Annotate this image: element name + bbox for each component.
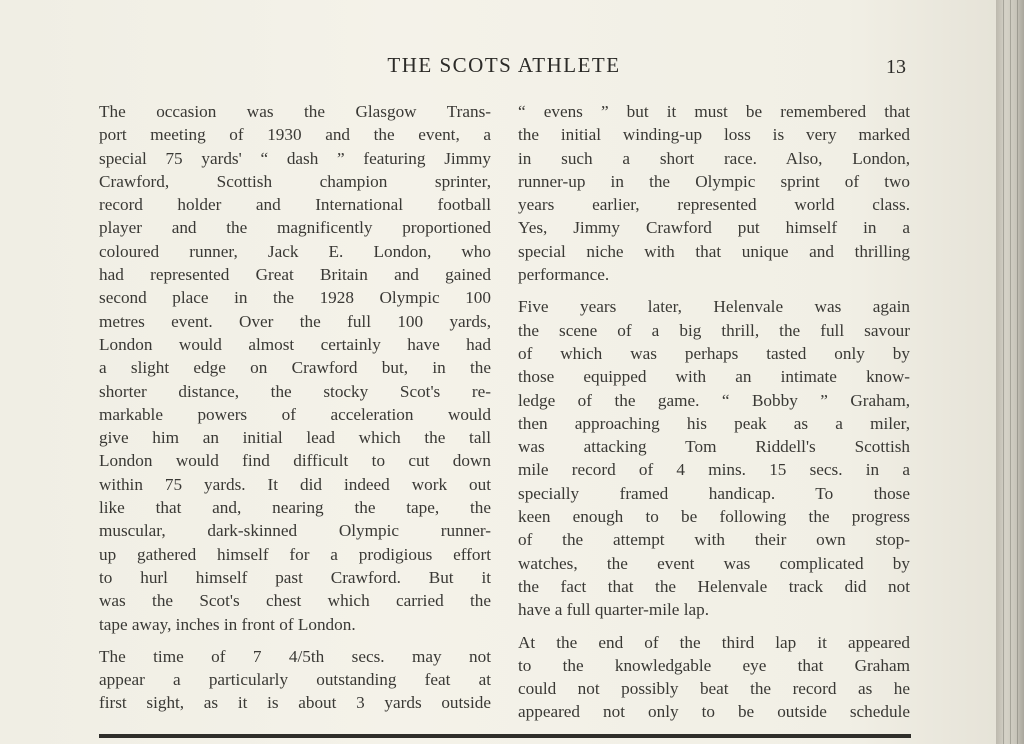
text-line: runner-up in the Olympic sprint of two: [518, 171, 910, 191]
text-line: had represented Great Britain and gained: [99, 265, 491, 285]
text-line: watches, the event was complicated by: [518, 553, 910, 573]
text-line: tape away, inches in front of London.: [99, 614, 356, 634]
paragraph-gap: [99, 636, 491, 645]
text-line: London would find difficult to cut down: [99, 451, 491, 471]
text-line: The occasion was the Glasgow Trans-: [99, 102, 491, 121]
text-line: could not possibly beat the record as he: [518, 679, 910, 699]
text-line: second place in the 1928 Olympic 100: [99, 288, 491, 308]
text-line: record holder and International football: [99, 195, 491, 215]
text-line: appeared not only to be outside schedule: [518, 702, 910, 722]
page-number: 13: [886, 56, 906, 78]
text-line: was attacking Tom Riddell's Scottish: [518, 437, 910, 457]
page-edge: [996, 0, 1024, 744]
text-line: Five years later, Helenvale was again: [518, 297, 910, 317]
text-line: give him an initial lead which the tall: [99, 428, 491, 448]
text-line: “ evens ” but it must be remembered that: [518, 102, 910, 121]
bottom-rule: [99, 734, 911, 738]
text-line: specially framed handicap. To those: [518, 483, 910, 503]
text-line: shorter distance, the stocky Scot's re-: [99, 381, 491, 401]
text-line: mile record of 4 mins. 15 secs. in a: [518, 460, 910, 480]
text-line: have a full quarter-mile lap.: [518, 600, 710, 620]
paragraph: [518, 631, 910, 724]
text-line: markable powers of acceleration would: [99, 404, 491, 424]
text-line: to hurl himself past Crawford. But it: [99, 567, 491, 587]
text-line: Crawford, Scottish champion sprinter,: [99, 171, 491, 191]
text-line: up gathered himself for a prodigious effort: [99, 544, 491, 564]
text-line: the scene of a big thrill, the full savour: [518, 320, 910, 340]
text-line: a slight edge on Crawford but, in the: [99, 358, 491, 378]
text-line: the fact that the Helenvale track did not: [518, 576, 910, 596]
text-line: first sight, as it is about 3 yards outside: [99, 693, 491, 713]
text-line: those equipped with an intimate know-: [518, 367, 910, 387]
text-line: of the attempt with their own stop-: [518, 530, 910, 550]
paragraph: [518, 100, 910, 286]
text-line: At the end of the third lap it appeared: [518, 632, 910, 652]
text-line: like that and, nearing the tape, the: [99, 498, 491, 518]
text-line: ledge of the game. “ Bobby ” Graham,: [518, 390, 910, 410]
text-line: to the knowledgable eye that Graham: [518, 655, 910, 675]
text-line: of which was perhaps tasted only by: [518, 343, 910, 363]
text-line: keen enough to be following the progress: [518, 507, 910, 527]
paragraph: [99, 645, 491, 715]
text-line: within 75 yards. It did indeed work out: [99, 474, 491, 494]
right-column: [518, 100, 910, 724]
text-line: muscular, dark-skinned Olympic runner-: [99, 521, 491, 541]
text-line: the initial winding-up loss is very marked: [518, 125, 910, 145]
text-line: port meeting of 1930 and the event, a: [99, 125, 491, 145]
text-line: in such a short race. Also, London,: [518, 148, 910, 168]
text-line: special 75 yards' “ dash ” featuring Jimmy: [99, 148, 491, 168]
text-line: coloured runner, Jack E. London, who: [99, 241, 491, 261]
text-line: Yes, Jimmy Crawford put himself in a: [518, 218, 910, 238]
paragraph: [518, 295, 910, 621]
page-title: THE SCOTS ATHLETE: [387, 53, 621, 77]
text-line: then approaching his peak as a miler,: [518, 413, 910, 433]
paragraph-gap: [518, 622, 910, 631]
paragraph: [99, 100, 491, 636]
text-line: player and the magnificently proportioned: [99, 218, 491, 238]
text-line: was the Scot's chest which carried the: [99, 591, 491, 611]
text-line: performance.: [518, 265, 610, 285]
text-line: The time of 7 4/5th secs. may not: [99, 646, 491, 666]
left-column: [99, 100, 491, 715]
text-line: special niche with that unique and thrilling: [518, 241, 910, 261]
paragraph-gap: [518, 286, 910, 295]
text-line: metres event. Over the full 100 yards,: [99, 311, 491, 331]
text-line: appear a particularly outstanding feat at: [99, 670, 491, 690]
text-line: years earlier, represented world class.: [518, 195, 910, 215]
text-line: London would almost certainly have had: [99, 334, 491, 354]
